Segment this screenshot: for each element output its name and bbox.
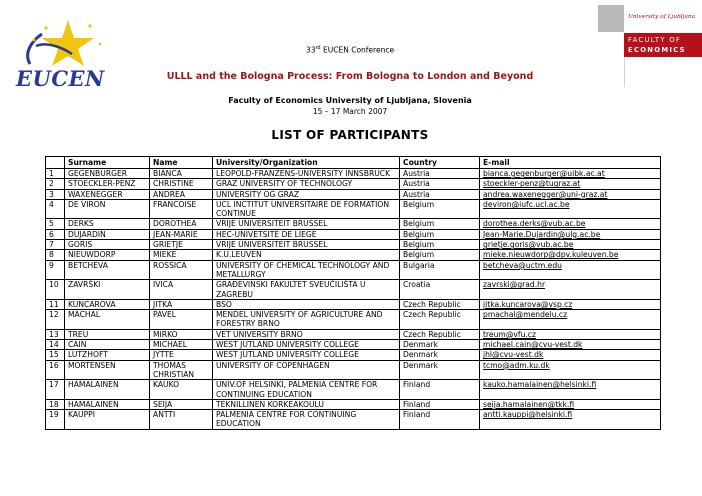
table-row <box>46 189 661 199</box>
table-row <box>46 329 661 339</box>
table-row <box>46 310 661 330</box>
participant-country: Austria <box>400 169 480 179</box>
participant-email[interactable]: tcmo@adm.ku.dk <box>480 360 661 380</box>
participant-country: Bulgaria <box>400 260 480 280</box>
participant-organization: BSO <box>213 299 400 309</box>
table-row <box>46 199 661 219</box>
participant-organization: TEKNILLINEN KORKEAKOULU <box>213 399 400 409</box>
participant-organization: PALMENIA CENTRE FOR CONTINUING EDUCATION <box>213 410 400 430</box>
participant-number: 17 <box>46 380 65 400</box>
participant-number: 19 <box>46 410 65 430</box>
conference-host: Faculty of Economics University of Ljubljana, Slovenia <box>228 96 472 105</box>
participant-surname: DERKS <box>65 219 150 229</box>
table-row <box>46 380 661 400</box>
participant-organization: GRAĐEVINSKI FAKULTET SVEUČILIŠTA U ZAGREBU <box>213 280 400 300</box>
participant-number: 13 <box>46 329 65 339</box>
participant-surname: MORTENSEN <box>65 360 150 380</box>
participant-organization: VET UNIVERSITY BRNO <box>213 329 400 339</box>
participant-number: 3 <box>46 189 65 199</box>
faculty-logo-line2: ECONOMICS <box>628 46 686 54</box>
conference-number-suffix: rd <box>315 45 321 51</box>
participant-number: 14 <box>46 340 65 350</box>
participant-country: Belgium <box>400 219 480 229</box>
header-email: E-mail <box>480 157 661 169</box>
participant-country: Belgium <box>400 229 480 239</box>
participant-email[interactable]: bianca.gegenburger@uibk.ac.at <box>480 169 661 179</box>
table-row <box>46 169 661 179</box>
table-row <box>46 280 661 300</box>
table-row <box>46 360 661 380</box>
table-row <box>46 250 661 260</box>
participant-email[interactable]: betcheva@uctm.edu <box>480 260 661 280</box>
participant-surname: TREU <box>65 329 150 339</box>
participant-organization: UNIV.OF HELSINKI, PALMENIA CENTRE FOR CONTINUING EDUCATION <box>213 380 400 400</box>
faculty-logo-white-block <box>624 57 702 87</box>
table-row <box>46 260 661 280</box>
participant-surname: DUJARDIN <box>65 229 150 239</box>
participant-number: 7 <box>46 240 65 250</box>
faculty-logo-gray-block <box>598 5 624 32</box>
participant-organization: GRAZ UNIVERSITY OF TECHNOLOGY <box>213 179 400 189</box>
participant-number: 8 <box>46 250 65 260</box>
participant-number: 1 <box>46 169 65 179</box>
participant-email[interactable]: jhl@cvu-vest.dk <box>480 350 661 360</box>
participant-name: ANDREA <box>150 189 213 199</box>
header-surname: Surname <box>65 157 150 169</box>
participant-country: Finland <box>400 399 480 409</box>
participant-name: JITKA <box>150 299 213 309</box>
participant-organization: UNIVERSITY OG GRAZ <box>213 189 400 199</box>
participant-country: Austria <box>400 189 480 199</box>
participant-country: Finland <box>400 380 480 400</box>
participant-number: 9 <box>46 260 65 280</box>
participant-organization: UNIVERSITY OF COPENHAGEN <box>213 360 400 380</box>
participant-number: 4 <box>46 199 65 219</box>
conference-name <box>150 45 550 55</box>
participant-number: 6 <box>46 229 65 239</box>
participant-organization: UNIVERSITY OF CHEMICAL TECHNOLOGY AND METALLURGY <box>213 260 400 280</box>
participants-table-body <box>46 169 661 430</box>
participant-email[interactable]: zavrski@grad.hr <box>480 280 661 300</box>
participant-country: Belgium <box>400 250 480 260</box>
participant-surname: WAXENEGGER <box>65 189 150 199</box>
participant-email[interactable]: michael.cain@cvu-vest.dk <box>480 340 661 350</box>
participant-name: FRANCOISE <box>150 199 213 219</box>
participant-email[interactable]: antti.kauppi@helsinki.fi <box>480 410 661 430</box>
participant-surname: GORIS <box>65 240 150 250</box>
participant-country: Denmark <box>400 360 480 380</box>
participant-name: BIANCA <box>150 169 213 179</box>
participant-name: JEAN-MARIE <box>150 229 213 239</box>
participant-surname: NIEUWDORP <box>65 250 150 260</box>
participant-name: ROSSICA <box>150 260 213 280</box>
table-row <box>46 299 661 309</box>
participant-organization: VRIJE UNIVERSITEIT BRUSSEL <box>213 240 400 250</box>
participant-name: GRIETJE <box>150 240 213 250</box>
participant-name: ANTTI <box>150 410 213 430</box>
participant-number: 18 <box>46 399 65 409</box>
header-name: Name <box>150 157 213 169</box>
participant-name: KAUKO <box>150 380 213 400</box>
table-header-row <box>46 157 661 169</box>
participant-surname: HAMALAINEN <box>65 399 150 409</box>
faculty-logo-university: University of Ljubljana <box>628 14 696 20</box>
table-row <box>46 350 661 360</box>
participant-name: DOROTHEA <box>150 219 213 229</box>
participant-number: 12 <box>46 310 65 330</box>
table-row <box>46 229 661 239</box>
participant-surname: MACHAL <box>65 310 150 330</box>
conference-number: 33 <box>305 45 316 55</box>
participant-email[interactable]: deviron@iufc.ucl.ac.be <box>480 199 661 219</box>
participant-number: 16 <box>46 360 65 380</box>
table-row <box>46 240 661 250</box>
participant-email[interactable]: seija.hamalainen@tkk.fi <box>480 399 661 409</box>
eucen-wordmark: EUCEN <box>16 66 105 91</box>
participant-email[interactable]: dorothea.derks@vub.ac.be <box>480 219 661 229</box>
participant-surname: ZAVRŠKI <box>65 280 150 300</box>
participant-email[interactable]: pmachal@mendelu.cz <box>480 310 661 330</box>
header-country: Country <box>400 157 480 169</box>
participant-organization: LEOPOLD-FRANZENS-UNIVERSITY INNSBRUCK <box>213 169 400 179</box>
faculty-logo-red-block <box>624 33 702 57</box>
table-row <box>46 410 661 430</box>
conference-label: EUCEN Conference <box>323 45 395 55</box>
header-number <box>46 157 65 169</box>
participant-name: MICHAEL <box>150 340 213 350</box>
conference-dates: 15 – 17 March 2007 <box>312 107 388 116</box>
participant-surname: DE VIRON <box>65 199 150 219</box>
participant-surname: GEGENBURGER <box>65 169 150 179</box>
conference-title: ULLL and the Bologna Process: From Bologna to London and Beyond <box>166 71 534 82</box>
participant-organization: UCL INCTITUT UNIVERSITAIRE DE FORMATION CONTINUE <box>213 199 400 219</box>
list-title: LIST OF PARTICIPANTS <box>271 128 429 142</box>
participant-organization: WEST JUTLAND UNIVERSITY COLLEGE <box>213 340 400 350</box>
participant-surname: KUNCAROVA <box>65 299 150 309</box>
participant-number: 10 <box>46 280 65 300</box>
participant-organization: K.U.LEUVEN <box>213 250 400 260</box>
participant-email[interactable]: mieke.nieuwdorp@dpv.kuleuven.be <box>480 250 661 260</box>
participant-name: IVICA <box>150 280 213 300</box>
participant-country: Austria <box>400 179 480 189</box>
participant-country: Croatia <box>400 280 480 300</box>
participant-surname: KAUPPI <box>65 410 150 430</box>
participant-country: Denmark <box>400 350 480 360</box>
participant-email[interactable]: treum@vfu.cz <box>480 329 661 339</box>
faculty-logo-line1: FACULTY OF <box>628 36 682 44</box>
participant-organization: WEST JUTLAND UNIVERSITY COLLEGE <box>213 350 400 360</box>
participant-number: 15 <box>46 350 65 360</box>
participant-organization: HEC-UNIVETSITE DE LIEGE <box>213 229 400 239</box>
participant-surname: BETCHEVA <box>65 260 150 280</box>
participant-country: Belgium <box>400 199 480 219</box>
participant-surname: LUTZHOFT <box>65 350 150 360</box>
participant-country: Czech Republic <box>400 329 480 339</box>
participant-name: THOMAS CHRISTIAN <box>150 360 213 380</box>
faculty-logo <box>598 5 702 87</box>
participant-surname: HAMALAINEN <box>65 380 150 400</box>
participant-name: MIEKE <box>150 250 213 260</box>
header-organization: University/Organization <box>213 157 400 169</box>
participant-country: Belgium <box>400 240 480 250</box>
participant-email[interactable]: Jean-Marie.Dujardin@ulg.ac.be <box>480 229 661 239</box>
participant-email[interactable]: jitka.kuncarova@vsp.cz <box>480 299 661 309</box>
participant-organization: VRIJE UNIVERSITEIT BRUSSEL <box>213 219 400 229</box>
table-row <box>46 179 661 189</box>
table-row <box>46 399 661 409</box>
participant-surname: STOECKLER-PENZ <box>65 179 150 189</box>
participant-name: CHRISTINE <box>150 179 213 189</box>
participant-number: 11 <box>46 299 65 309</box>
participant-country: Czech Republic <box>400 299 480 309</box>
participant-email[interactable]: grietje.goris@vub.ac.be <box>480 240 661 250</box>
participant-name: SEIJA <box>150 399 213 409</box>
participant-country: Finland <box>400 410 480 430</box>
participant-number: 2 <box>46 179 65 189</box>
participant-number: 5 <box>46 219 65 229</box>
participant-email[interactable]: andrea.waxenegger@uni-graz.at <box>480 189 661 199</box>
participant-country: Denmark <box>400 340 480 350</box>
participant-organization: MENDEL UNIVERSITY OF AGRICULTURE AND FORESTRY BRNO <box>213 310 400 330</box>
participant-name: JYTTE <box>150 350 213 360</box>
participant-email[interactable]: kauko.hamalainen@helsinki.fi <box>480 380 661 400</box>
participants-table <box>45 156 661 430</box>
participant-surname: CAIN <box>65 340 150 350</box>
participant-name: PAVEL <box>150 310 213 330</box>
table-row <box>46 219 661 229</box>
participant-name: MIRKO <box>150 329 213 339</box>
participant-country: Czech Republic <box>400 310 480 330</box>
table-row <box>46 340 661 350</box>
participant-email[interactable]: stoeckler-penz@tugraz.at <box>480 179 661 189</box>
